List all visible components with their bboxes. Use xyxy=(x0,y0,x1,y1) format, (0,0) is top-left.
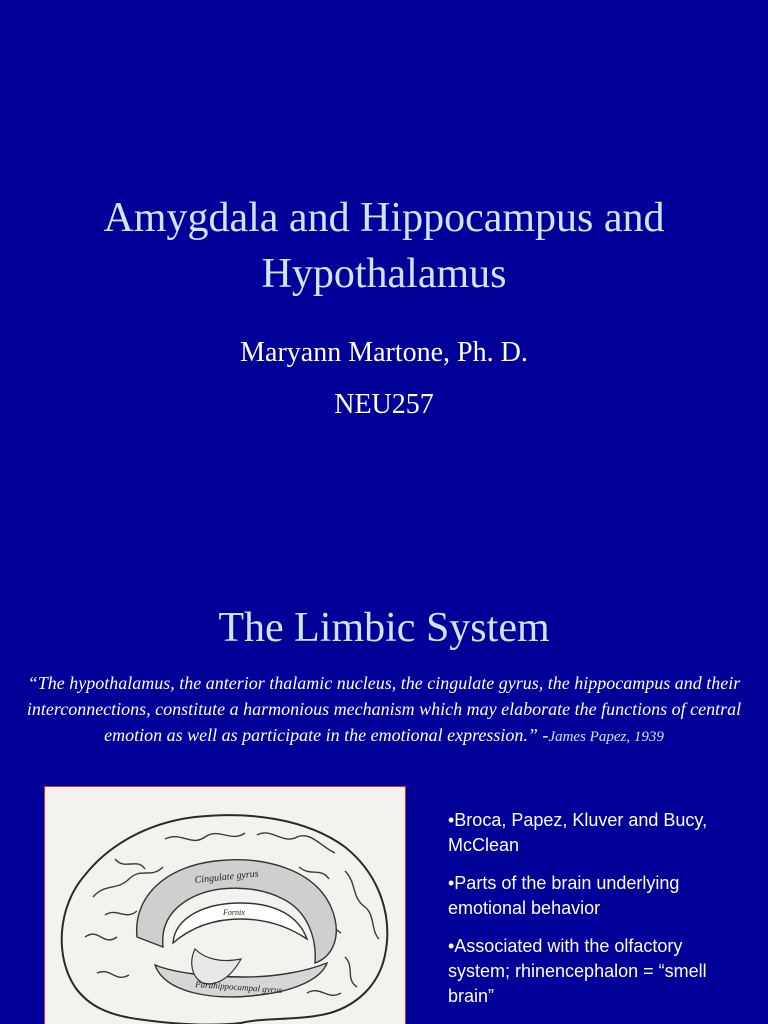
bullet-list xyxy=(448,808,748,1022)
bullet-item: •Broca, Papez, Kluver and Bucy, McClean xyxy=(448,810,708,855)
bullet-item: •Parts of the brain underlying emotional behavior xyxy=(448,873,680,918)
label-cingulate-gyrus: Cingulate gyrus xyxy=(194,868,260,886)
slide-title-line-2: Hypothalamus xyxy=(261,251,507,297)
quote-text: “The hypothalamus, the anterior thalamic nucleus, the cingulate gyrus, the hippocampus and their interconnections, constitute a harmonious mechanism which may elaborate the functions of central emotion as well as participate in the emotional expression.” - xyxy=(26,673,742,745)
slide-title xyxy=(0,190,768,302)
slide-heading: The Limbic System xyxy=(218,605,550,651)
limbic-system-slide xyxy=(0,576,768,1024)
label-fornix: Fornix xyxy=(223,908,245,917)
slide-title-line-1: Amygdala and Hippocampus and xyxy=(103,195,665,241)
author-name: Maryann Martone, Ph. D. xyxy=(240,337,528,368)
quote-attribution: James Papez, 1939 xyxy=(548,729,664,745)
brain-illustration xyxy=(45,787,405,1024)
papez-quote xyxy=(12,670,756,750)
bullet-item: •Associated with the olfactory system; rhinencephalon = “smell brain” xyxy=(448,936,707,1006)
label-parahippocampal-gyrus: Parahippocampal gyrus xyxy=(194,979,283,996)
brain-diagram xyxy=(44,786,406,1024)
course-code: NEU257 xyxy=(334,389,434,420)
